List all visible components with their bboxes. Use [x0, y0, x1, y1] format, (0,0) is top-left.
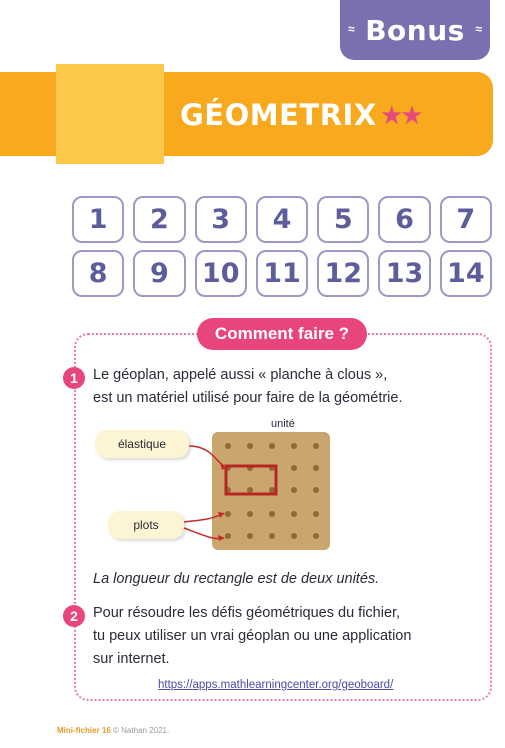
footer-booklet: Mini-fichier 16 [57, 726, 111, 735]
level-box[interactable]: 3 [195, 196, 247, 243]
level-box[interactable]: 8 [72, 250, 124, 297]
level-box[interactable]: 13 [378, 250, 430, 297]
step-2-line: sur internet. [93, 651, 170, 667]
figure-caption: La longueur du rectangle est de deux unités. [93, 571, 380, 587]
level-box[interactable]: 4 [256, 196, 308, 243]
step-2-badge: 2 [63, 605, 85, 627]
level-box[interactable]: 6 [378, 196, 430, 243]
step-2-line: Pour résoudre les défis géométriques du fichier, [93, 605, 401, 621]
howto-title: Comment faire ? [197, 318, 367, 350]
geoboard-link[interactable]: https://apps.mathlearningcenter.org/geoboard/ [158, 679, 394, 691]
level-box[interactable]: 12 [317, 250, 369, 297]
unit-label: unité [271, 418, 295, 430]
footer [57, 726, 169, 735]
spark-icon: ≈ [475, 22, 482, 36]
level-box[interactable]: 5 [317, 196, 369, 243]
arrow-icon [184, 528, 222, 539]
step-1-badge: 1 [63, 367, 85, 389]
label-plots: plots [108, 511, 184, 539]
footer-copyright: © Nathan 2021. [113, 726, 170, 735]
level-box[interactable]: 14 [440, 250, 492, 297]
step-2-text [93, 602, 411, 671]
level-box[interactable]: 2 [133, 196, 185, 243]
step-1-line: Le géoplan, appelé aussi « planche à clous », [93, 367, 388, 383]
level-box[interactable]: 7 [440, 196, 492, 243]
level-box[interactable]: 1 [72, 196, 124, 243]
page-title: GÉOMETRIX [180, 98, 377, 132]
level-box[interactable]: 10 [195, 250, 247, 297]
level-box[interactable]: 11 [256, 250, 308, 297]
spark-icon: ≈ [348, 22, 355, 36]
arrow-icon [189, 446, 224, 466]
step-1-line: est un matériel utilisé pour faire de la géométrie. [93, 390, 403, 406]
step-2-line: tu peux utiliser un vrai géoplan ou une application [93, 628, 412, 644]
level-box[interactable]: 9 [133, 250, 185, 297]
bonus-label: Bonus [365, 14, 465, 47]
difficulty-stars-icon: ★★ [380, 100, 421, 130]
arrow-icon [184, 514, 222, 522]
label-elastique: élastique [95, 430, 189, 458]
